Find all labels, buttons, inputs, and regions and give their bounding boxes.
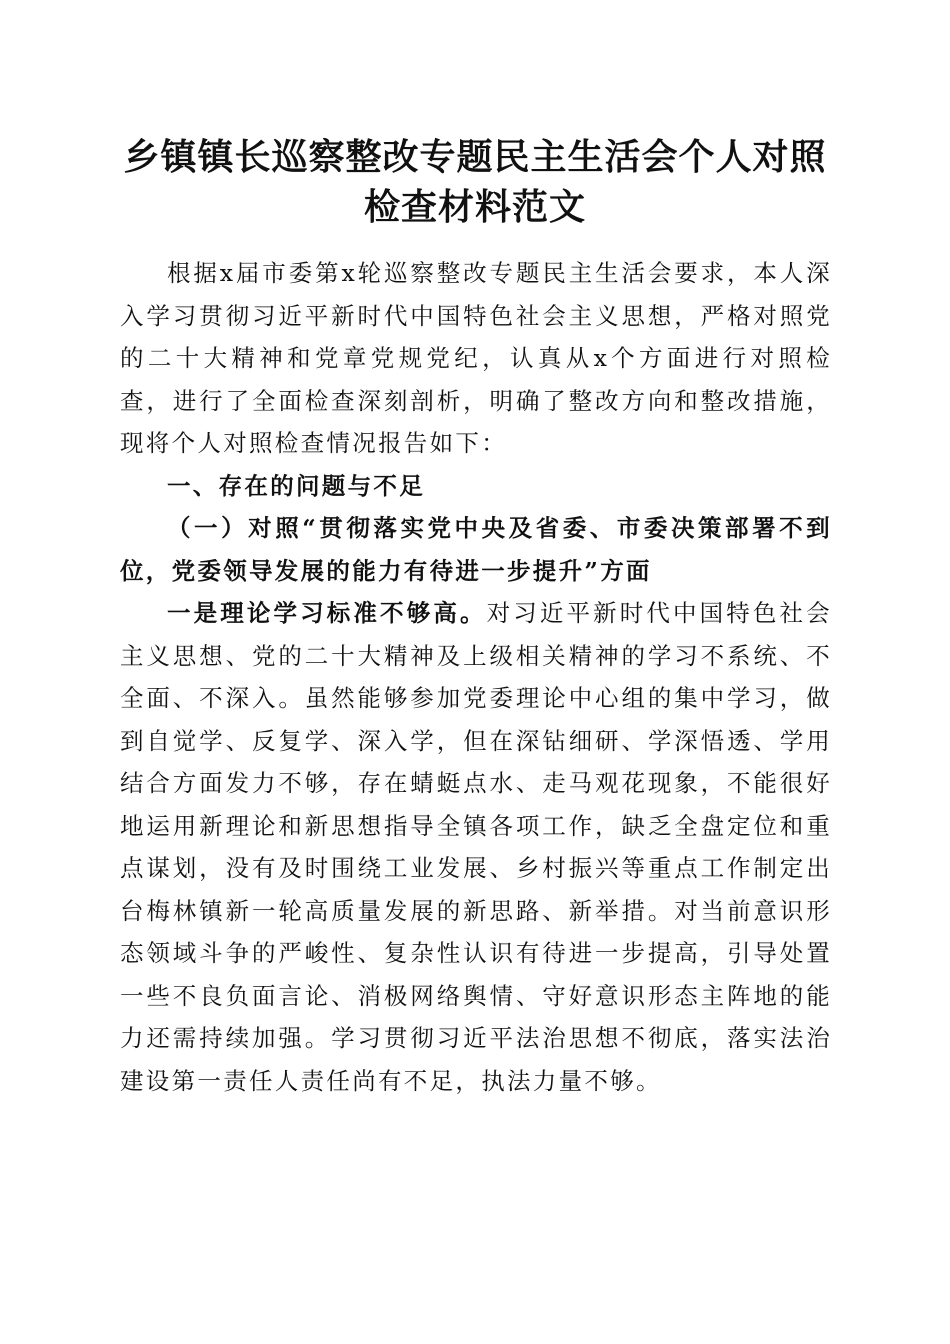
point-lead: 一是理论学习标准不够高。 (167, 599, 487, 627)
document-title: 乡镇镇长巡察整改专题民主生活会个人对照检查材料范文 (123, 136, 827, 228)
document-body (120, 252, 832, 1102)
point-paragraph (120, 592, 832, 1102)
intro-paragraph: 根据x届市委第x轮巡察整改专题民主生活会要求，本人深入学习贯彻习近平新时代中国特色社会主义思想，严格对照党的二十大精神和党章党规党纪，认真从x个方面进行对照检查，进行了全面检查深刻剖析，明确了整改方向和整改措施，现将个人对照检查情况报告如下： (120, 259, 832, 457)
section-heading: 一、存在的问题与不足 (167, 471, 425, 500)
point-body: 对习近平新时代中国特色社会主义思想、党的二十大精神及上级相关精神的学习不系统、不全面、不深入。虽然能够参加党委理论中心组的集中学习，做到自觉学、反复学、深入学，但在深钻细研、学深悟透、学用结合方面发力不够，存在蜻蜓点水、走马观花现象，不能很好地运用新理论和新思想指导全镇各项工作，缺乏全盘定位和重点谋划，没有及时围绕工业发展、乡村振兴等重点工作制定出台梅林镇新一轮高质量发展的新思路、新举措。对当前意识形态领域斗争的严峻性、复杂性认识有待进一步提高，引导处置一些不良负面言论、消极网络舆情、守好意识形态主阵地的能力还需持续加强。学习贯彻习近平法治思想不彻底，落实法治建设第一责任人责任尚有不足，执法力量不够。 (120, 599, 832, 1095)
subsection-heading: （一）对照“贯彻落实党中央及省委、市委决策部署不到位，党委领导发展的能力有待进一步提升”方面 (120, 514, 832, 585)
